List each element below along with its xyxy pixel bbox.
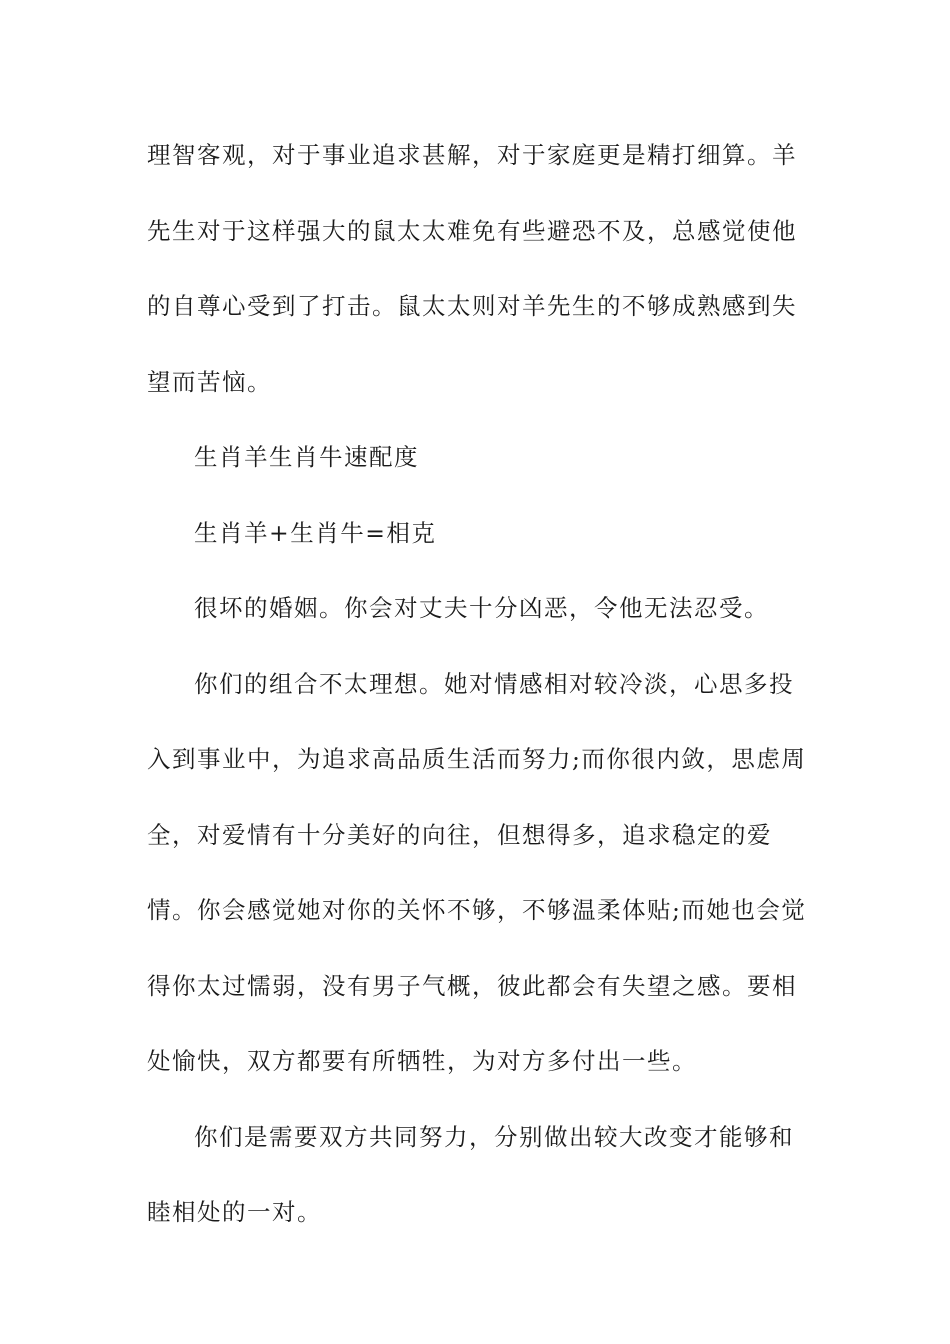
paragraph-conclusion: 你们是需要双方共同努力，分别做出较大改变才能够和睦相处的一对。: [147, 1122, 794, 1226]
paragraph-combination-analysis: 你们的组合不太理想。她对情感相对较冷淡，心思多投入到事业中，为追求高品质生活而努力;而你很内敛，思虑周全，对爱情有十分美好的向往，但想得多，追求稳定的爱情。你会感觉她对你的关怀不够，不够温柔体贴;而她也会觉得你太过懦弱，没有男子气概，彼此都会有失望之感。要相处愉快，双方都要有所牺牲，为对方多付出一些。: [147, 669, 807, 1075]
document-body: [147, 118, 807, 1251]
paragraph-marriage-summary: 很坏的婚姻。你会对丈夫十分凶恶，令他无法忍受。: [194, 594, 769, 622]
paragraph-continuation: 理智客观，对于事业追求甚解，对于家庭更是精打细算。羊先生对于这样强大的鼠太太难免有些避恐不及，总感觉使他的自尊心受到了打击。鼠太太则对羊先生的不够成熟感到失望而苦恼。: [147, 141, 797, 396]
paragraph-match-result: 生肖羊+生肖牛=相克: [194, 518, 437, 547]
paragraph-heading-match: 生肖羊生肖牛速配度: [194, 443, 419, 471]
